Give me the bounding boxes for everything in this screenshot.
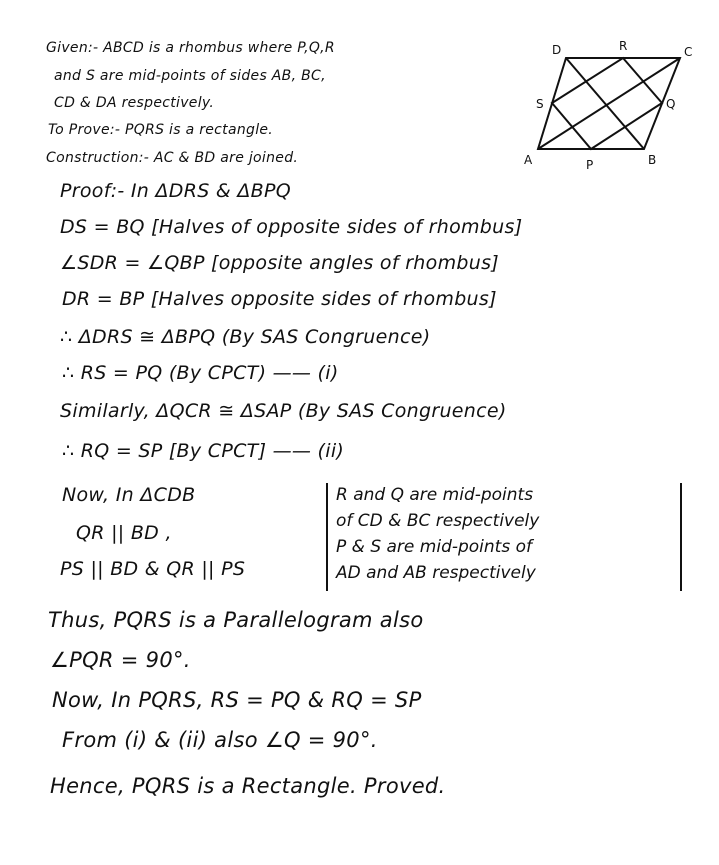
given-line-1: Given:- ABCD is a rhombus where P,Q,R xyxy=(46,40,335,56)
proof-line-1: Proof:- In ΔDRS & ΔBPQ xyxy=(60,180,292,202)
label-p: P xyxy=(586,158,594,172)
to-prove-line: To Prove:- PQRS is a rectangle. xyxy=(48,122,274,138)
proof-line-10: QR || BD , xyxy=(76,522,172,544)
label-d: D xyxy=(552,43,562,57)
given-line-3: CD & DA respectively. xyxy=(54,95,215,111)
construction-line: Construction:- AC & BD are joined. xyxy=(46,150,299,166)
proof-line-3: ∠SDR = ∠QBP [opposite angles of rhombus] xyxy=(60,252,499,274)
proof-line-4: DR = BP [Halves opposite sides of rhombus] xyxy=(62,288,497,310)
reason-line-4: AD and AB respectively xyxy=(336,563,536,583)
reason-line-1: R and Q are mid-points xyxy=(336,485,534,505)
label-c: C xyxy=(684,45,693,59)
label-q: Q xyxy=(666,97,676,111)
conclusion-line-4: From (i) & (ii) also ∠Q = 90°. xyxy=(62,728,378,752)
proof-line-7: Similarly, ΔQCR ≅ ΔSAP (By SAS Congruence) xyxy=(60,400,507,422)
conclusion-line-1: Thus, PQRS is a Parallelogram also xyxy=(48,608,424,632)
conclusion-line-5: Hence, PQRS is a Rectangle. Proved. xyxy=(50,774,446,798)
reason-line-2: of CD & BC respectively xyxy=(336,511,540,531)
quadrilateral-pqrs xyxy=(552,58,662,149)
label-r: R xyxy=(619,39,628,53)
label-b: B xyxy=(648,153,657,167)
label-a: A xyxy=(524,153,533,167)
diagonal-bd xyxy=(566,58,644,149)
proof-line-8: ∴ RQ = SP [By CPCT] —— (ii) xyxy=(62,440,345,462)
conclusion-line-3: Now, In PQRS, RS = PQ & RQ = SP xyxy=(52,688,422,712)
diagonal-ac xyxy=(538,58,680,149)
proof-line-11: PS || BD & QR || PS xyxy=(60,558,246,580)
proof-line-2: DS = BQ [Halves of opposite sides of rhombus] xyxy=(60,216,523,238)
conclusion-line-2: ∠PQR = 90°. xyxy=(50,648,191,672)
proof-line-6: ∴ RS = PQ (By CPCT) —— (i) xyxy=(62,362,339,384)
proof-line-9: Now, In ΔCDB xyxy=(62,484,196,506)
rhombus-figure xyxy=(520,36,710,176)
reason-bracket xyxy=(326,483,682,591)
proof-line-5: ∴ ΔDRS ≅ ΔBPQ (By SAS Congruence) xyxy=(60,326,431,348)
label-s: S xyxy=(536,97,544,111)
reason-line-3: P & S are mid-points of xyxy=(336,537,532,557)
given-line-2: and S are mid-points of sides AB, BC, xyxy=(54,68,326,84)
